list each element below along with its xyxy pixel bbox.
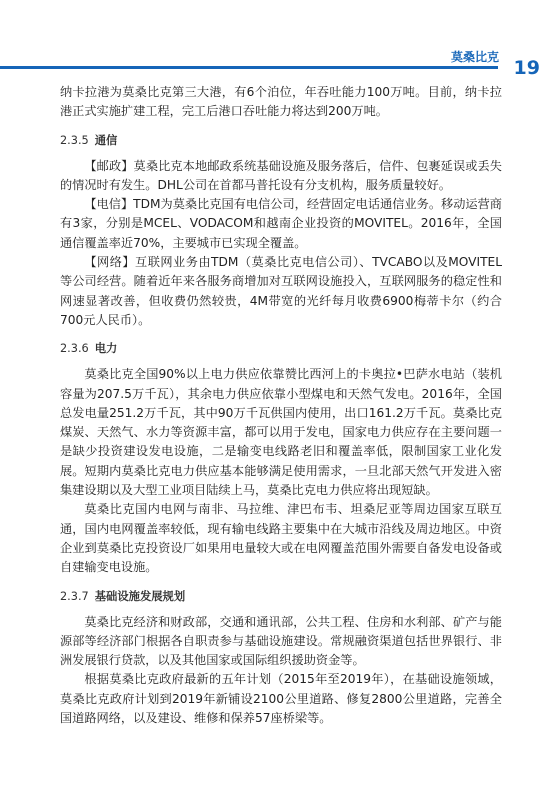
power-paragraph-grid: 莫桑比克国内电网与南非、马拉维、津巴布韦、坦桑尼亚等周边国家互联互通，国内电网覆盖率较低，现有输电线路主要集中在大城市沿线及周边地区。中资企业到莫桑比克投资设厂如果用电量较大或在电网覆盖范围外需要自备发电设备或自建输变电设施。 — [60, 502, 502, 575]
power-paragraph-supply: 莫桑比克全国90%以上电力供应依靠赞比西河上的卡奥拉•巴萨水电站（装机容量为207.5万千瓦），其余电力供应依靠小型煤电和天然气发电。2016年，全国总发电量251.2万千瓦，其中90万千瓦供国内使用，出口161.2万千瓦。莫桑比克煤炭、天然气、水力等资源丰富，都可以用于发电，国家电力供应存在主要问题一是缺少投资建设发电设施，二是输变电线路老旧和覆盖率低，限制国家工业化发展。短期内莫桑比克电力供应基本能够满足使用需求，一旦北部天然气开发进入密集建设期以及大型工业项目陆续上马，莫桑比克电力供应将出现短缺。 — [60, 367, 502, 498]
header-rule — [0, 66, 498, 69]
section-heading-telecom — [60, 133, 502, 148]
section-heading-power — [60, 341, 502, 356]
section-number: 2.3.5 — [60, 133, 89, 147]
telecom-paragraph-telecom: 【电信】TDM为莫桑比克国有电信公司，经营固定电话通信业务。移动运营商有3家，分别是MCEL、VODACOM和越南企业投资的MOVITEL。2016年，全国通信覆盖率近70%，主要城市已实现全覆盖。 — [60, 197, 502, 250]
telecom-paragraph-post: 【邮政】莫桑比克本地邮政系统基础设施及服务落后，信件、包裹延误或丢失的情况时有发生。DHL公司在首都马普托设有分支机构，服务质量较好。 — [60, 158, 502, 192]
page-number: 19 — [513, 57, 540, 79]
section-heading-infrastructure — [60, 589, 502, 604]
intro-paragraph: 纳卡拉港为莫桑比克第三大港，有6个泊位，年吞吐能力100万吨。目前，纳卡拉港正式实施扩建工程，完工后港口吞吐能力将达到200万吨。 — [60, 85, 502, 119]
infrastructure-paragraph-agencies: 莫桑比克经济和财政部，交通和通讯部，公共工程、住房和水利部、矿产与能源部等经济部门根据各自职责参与基础设施建设。常规融资渠道包括世界银行、非洲发展银行贷款，以及其他国家或国际组织援助资金等。 — [60, 614, 502, 668]
section-number: 2.3.6 — [60, 342, 89, 356]
running-title: 莫桑比克 — [450, 50, 499, 64]
infrastructure-paragraph-plan: 根据莫桑比克政府最新的五年计划（2015年至2019年），在基础设施领域，莫桑比克政府计划到2019年新铺设2100公里道路、修复2800公里道路，完善全国道路网络，以及建设、维修和保养57座桥梁等。 — [60, 672, 502, 726]
section-title: 电力 — [94, 341, 118, 356]
section-title: 基础设施发展规划 — [94, 588, 186, 603]
page-body — [60, 83, 502, 728]
section-number: 2.3.7 — [60, 589, 89, 603]
section-title: 通信 — [94, 132, 118, 147]
telecom-paragraph-network: 【网络】互联网业务由TDM（莫桑比克电信公司）、TVCABO以及MOVITEL等公司经营。随着近年来各服务商增加对互联网设施投入，互联网服务的稳定性和网速显著改善，但收费仍然较贵，4M带宽的光纤每月收费6900梅蒂卡尔（约合700元人民币）。 — [60, 255, 502, 327]
